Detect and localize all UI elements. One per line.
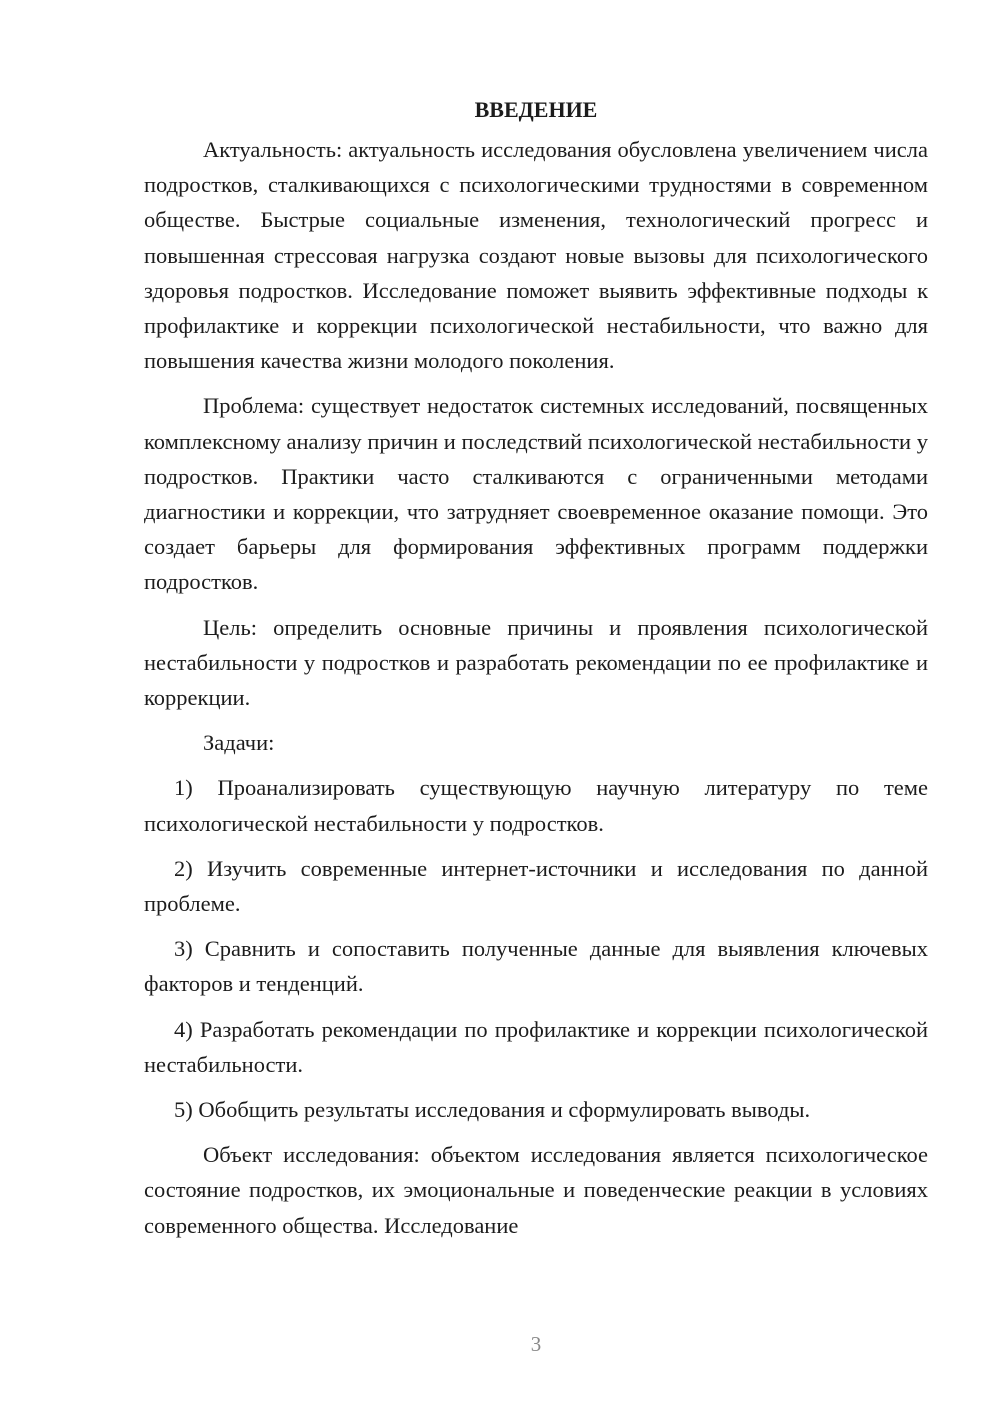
object-paragraph: Объект исследования: объектом исследования является психологическое состояние подростков, их эмоциональные и поведенческие реакции в условиях современного общества. Исследование (144, 1142, 928, 1238)
goal-paragraph: Цель: определить основные причины и проявления психологической нестабильности у подростков и разработать рекомендации по ее профилактике и коррекции. (144, 614, 928, 711)
task-item-3: 3) Сравнить и сопоставить полученные данные для выявления ключевых факторов и тенденций. (144, 936, 928, 997)
page-number: 3 (530, 1332, 542, 1356)
tasks-heading: Задачи: (203, 730, 275, 756)
page-title: ВВЕДЕНИЕ (474, 97, 598, 122)
problem-paragraph: Проблема: существует недостаток системных исследований, посвященных комплексному анализу причин и последствий психологической нестабильности у подростков. Практики часто сталкиваются с ограниченными методами диагностики и коррекции, что затрудняет своевременное оказание помощи. Это создает барьеры для формирования эффективных программ поддержки подростков. (144, 393, 928, 595)
relevance-paragraph: Актуальность: актуальность исследования обусловлена увеличением числа подростков, сталкивающихся с психологическими трудностями в современном обществе. Быстрые социальные изменения, технологический прогресс и повышенная стрессовая нагрузка создают новые вызовы для психологического здоровья подростков. Исследование поможет выявить эффективные подходы к профилактике и коррекции психологической нестабильности, что важно для повышения качества жизни молодого поколения. (144, 137, 928, 374)
task-item-2: 2) Изучить современные интернет-источники и исследования по данной проблеме. (144, 855, 928, 917)
task-item-5: 5) Обобщить результаты исследования и сформулировать выводы. (174, 1097, 811, 1123)
page-content (144, 92, 928, 1243)
task-item-1: 1) Проанализировать существующую научную литературу по теме психологической нестабильности у подростков. (144, 775, 928, 836)
task-item-4: 4) Разработать рекомендации по профилактике и коррекции психологической нестабильности. (144, 1016, 928, 1077)
